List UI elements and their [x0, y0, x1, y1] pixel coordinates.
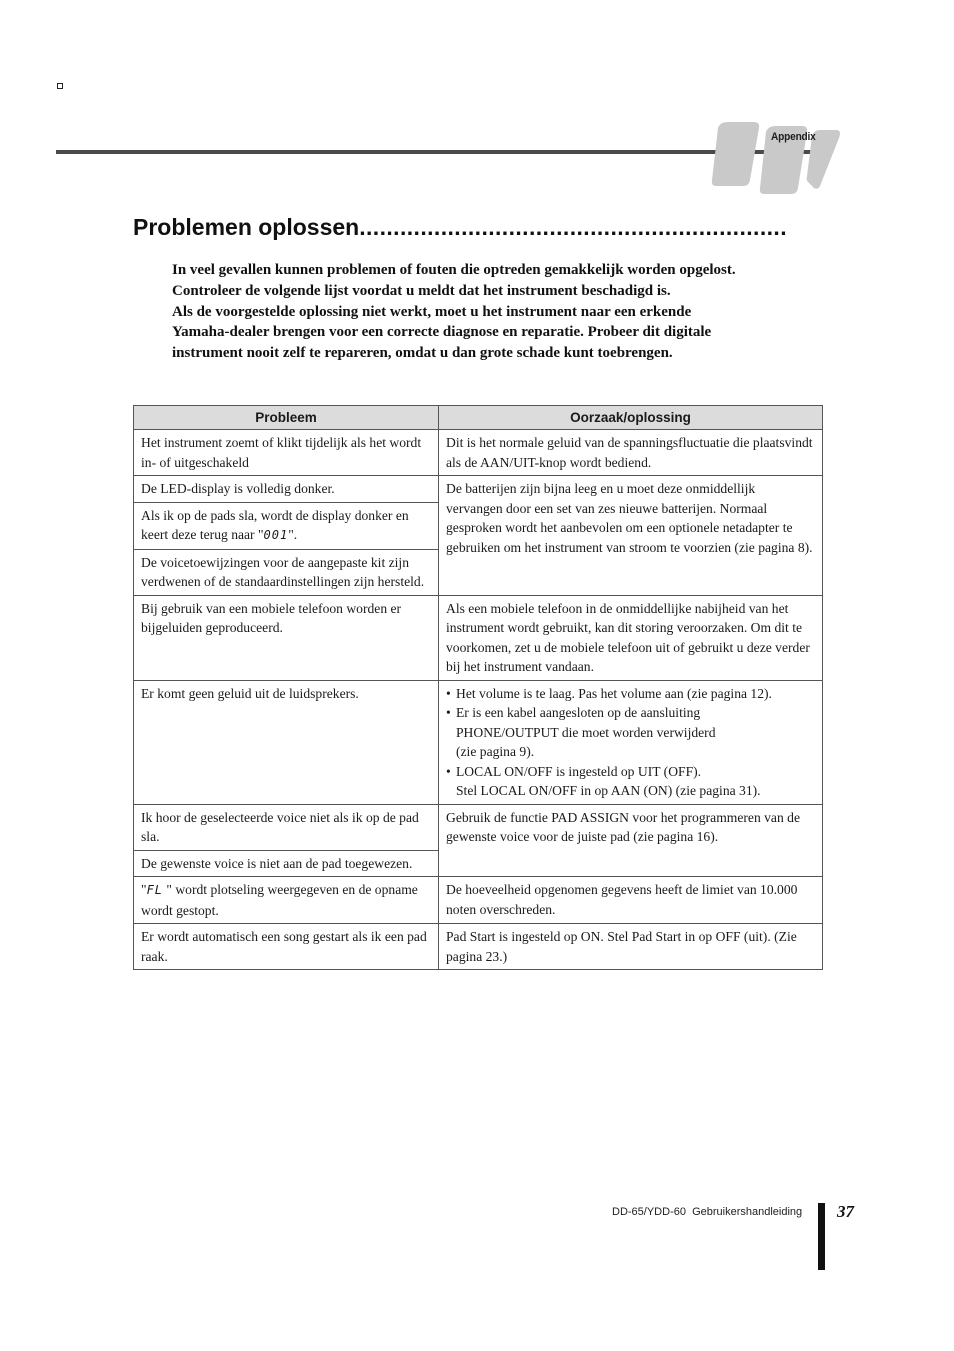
problem-cell: De voicetoewijzingen voor de aangepaste kit zijn verdwenen of de standaardinstellingen zijn hersteld. — [134, 549, 439, 595]
problem-cell: Het instrument zoemt of klikt tijdelijk als het wordt in- of uitgeschakeld — [134, 430, 439, 476]
problem-text: " wordt plotseling weergegeven en de opname wordt gestopt. — [141, 882, 418, 918]
intro-paragraph — [172, 260, 822, 364]
column-header-solution: Oorzaak/oplossing — [439, 406, 823, 430]
intro-line: Als de voorgestelde oplossing niet werkt, moet u het instrument naar een erkende — [172, 303, 692, 320]
problem-cell: Bij gebruik van een mobiele telefoon worden er bijgeluiden geproduceerd. — [134, 595, 439, 680]
problem-cell — [134, 877, 439, 924]
problem-cell: Er wordt automatisch een song gestart als ik een pad raak. — [134, 924, 439, 970]
table-row — [134, 680, 823, 804]
page-title-text: Problemen oplossen — [133, 214, 360, 240]
solution-cell: Gebruik de functie PAD ASSIGN voor het programmeren van de gewenste voice voor de juiste pad (zie pagina 16). — [439, 804, 823, 877]
table-row — [134, 924, 823, 970]
crop-mark — [57, 83, 63, 89]
table-row — [134, 595, 823, 680]
appendix-tab-graphic — [708, 116, 843, 202]
problem-cell: Er komt geen geluid uit de luidsprekers. — [134, 680, 439, 804]
bullet-item: • Het volume is te laag. Pas het volume aan (zie pagina 12). — [446, 684, 815, 704]
problem-cell: Ik hoor de geselecteerde voice niet als ik op de pad sla. — [134, 804, 439, 850]
bullet-item: • LOCAL ON/OFF is ingesteld op UIT (OFF). Stel LOCAL ON/OFF in op AAN (ON) (zie pagina 31). — [446, 762, 815, 801]
bullet-item: • Er is een kabel aangesloten op de aansluiting PHONE/OUTPUT die moet worden verwijderd (zie pagina 9). — [446, 703, 815, 762]
intro-line: In veel gevallen kunnen problemen of fouten die optreden gemakkelijk worden opgelost. — [172, 262, 736, 278]
manual-name: DD-65/YDD-60 Gebruikershandleiding — [612, 1206, 803, 1218]
intro-line: Controleer de volgende lijst voordat u meldt dat het instrument beschadigd is. — [172, 282, 671, 299]
solution-cell: Als een mobiele telefoon in de onmiddellijke nabijheid van het instrument wordt gebruikt, kan dit storing veroorzaken. Om dit te voorkomen, zet u de mobiele telefoon uit of gebruikt u deze verder bij het instrument vandaan. — [439, 595, 823, 680]
solution-cell: De batterijen zijn bijna leeg en u moet deze onmiddellijk vervangen door een set van zes nieuwe batterijen. Normaal gesproken wordt het aanbevolen om een optionele netadapter te gebruiken om het instrument van stroom te voorzien (zie pagina 8). — [439, 476, 823, 596]
page-number: 37 — [837, 1202, 854, 1221]
problem-cell: De LED-display is volledig donker. — [134, 476, 439, 503]
table-row — [134, 804, 823, 850]
lcd-readout: FL — [146, 883, 164, 897]
problem-cell: De gewenste voice is niet aan de pad toegewezen. — [134, 850, 439, 877]
table-row — [134, 877, 823, 924]
solution-cell: De hoeveelheid opgenomen gegevens heeft de limiet van 10.000 noten overschreden. — [439, 877, 823, 924]
problem-text: " — [141, 882, 147, 897]
intro-line: instrument nooit zelf te repareren, omdat u dan grote schade kunt toebrengen. — [172, 345, 673, 362]
solution-cell: Dit is het normale geluid van de spanningsfluctuatie die plaatsvindt als de AAN/UIT-knop wordt bediend. — [439, 430, 823, 476]
problem-cell — [134, 502, 439, 549]
problem-text: ". — [288, 527, 298, 542]
page-title — [133, 214, 833, 241]
problem-text: Als ik op de pads sla, wordt de display donker en keert deze terug naar " — [141, 507, 409, 542]
table-row — [134, 430, 823, 476]
lcd-readout: 001 — [263, 528, 289, 542]
solution-cell — [439, 680, 823, 804]
solution-cell: Pad Start is ingesteld op ON. Stel Pad Start in op OFF (uit). (Zie pagina 23.) — [439, 924, 823, 970]
table-row — [134, 476, 823, 503]
footer-bar — [818, 1203, 825, 1270]
solution-bullet-list — [446, 684, 815, 801]
intro-line: Yamaha-dealer brengen voor een correcte diagnose en reparatie. Probeer dit digitale — [172, 324, 712, 341]
section-label: Appendix — [771, 131, 816, 143]
page-title-dots: ............................................................... — [359, 214, 787, 240]
table-header-row — [134, 406, 823, 430]
troubleshooting-table — [133, 405, 823, 970]
column-header-problem: Probleem — [134, 406, 439, 430]
